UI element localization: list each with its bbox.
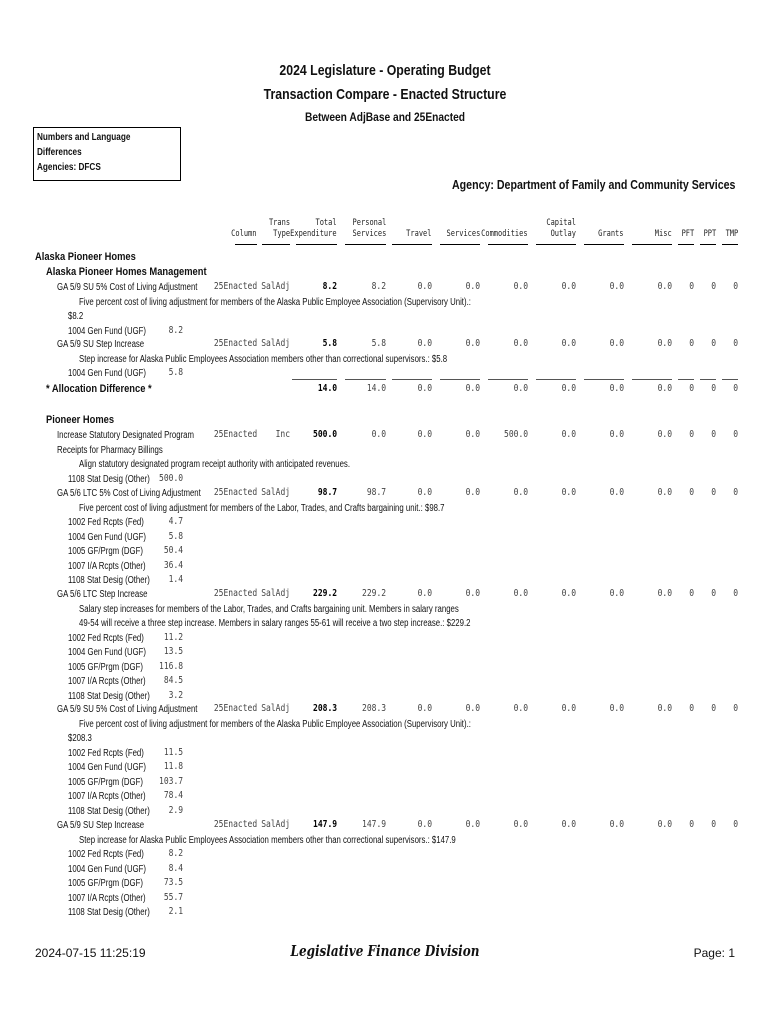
fund-amount: 8.2 [168, 848, 183, 859]
value-cell: 14.0 [366, 383, 386, 394]
fund-source: 1108 Stat Desig (Other) [68, 473, 150, 485]
fund-source: 1002 Fed Rcpts (Fed) [68, 747, 144, 759]
value-cell: 0 [711, 383, 716, 394]
transaction-name: GA 5/9 SU 5% Cost of Living Adjustment [57, 282, 198, 293]
value-cell: 0.0 [609, 703, 624, 714]
fund-source: 1004 Gen Fund (UGF) [68, 762, 147, 773]
transaction-description: Step increase for Alaska Public Employees Association members other than correctional supervisors.: $147.9 [79, 834, 456, 846]
value-cell: 0.0 [561, 338, 576, 349]
value-cell: 229.2 [312, 588, 337, 599]
value-cell: 0.0 [561, 703, 576, 714]
value-cell: 14.0 [317, 383, 337, 394]
fund-amount: 2.9 [168, 804, 183, 816]
transaction-type: SalAdj [261, 338, 290, 349]
header-underline [536, 244, 576, 245]
subsection-title: Pioneer Homes [46, 414, 115, 426]
value-cell: 0 [733, 487, 738, 498]
value-cell: 0.0 [417, 588, 432, 599]
value-cell: 0 [711, 281, 716, 292]
fund-amount: 5.8 [168, 367, 183, 378]
header-underline [678, 244, 694, 245]
fund-source: 1007 I/A Rcpts (Other) [68, 560, 146, 572]
column-header-misc: Misc [655, 229, 672, 239]
value-cell: 147.9 [361, 819, 386, 830]
agency-name: Agency: Department of Family and Community Services [451, 178, 735, 192]
value-cell: 0.0 [561, 588, 576, 599]
fund-amount: 4.7 [168, 516, 183, 527]
column-header-commodities: Commodities [481, 229, 528, 239]
value-cell: 0.0 [609, 281, 624, 292]
column-header-column: Column [231, 229, 257, 239]
value-cell: 0.0 [513, 588, 528, 599]
column-header-tmp: TMP [725, 229, 738, 239]
value-cell: 0 [689, 429, 694, 440]
column-header-ppt: PPT [703, 229, 716, 239]
fund-source: 1004 Gen Fund (UGF) [68, 531, 147, 543]
value-cell: 0 [733, 338, 738, 349]
fund-amount: 8.2 [168, 324, 183, 336]
value-cell: 0.0 [657, 703, 672, 714]
transaction-name: GA 5/9 SU Step Increase [57, 820, 145, 831]
value-cell: 0.0 [417, 429, 432, 440]
column-header-grants: Grants [598, 229, 624, 239]
fund-source: 1004 Gen Fund (UGF) [68, 863, 147, 875]
filter-line: Agencies: DFCS [37, 162, 101, 173]
transaction-column: 25Enacted [213, 487, 257, 498]
value-cell: 0.0 [609, 383, 624, 394]
fund-amount: 11.8 [163, 761, 183, 772]
total-separator [440, 379, 480, 380]
fund-source: 1004 Gen Fund (UGF) [68, 325, 147, 337]
value-cell: 0 [689, 588, 694, 599]
fund-source: 1108 Stat Desig (Other) [68, 907, 150, 918]
total-separator [722, 379, 738, 380]
fund-amount: 73.5 [163, 877, 183, 888]
value-cell: 0.0 [465, 338, 480, 349]
transaction-name: GA 5/9 SU 5% Cost of Living Adjustment [57, 704, 198, 715]
total-separator [292, 379, 337, 380]
value-cell: 0 [689, 703, 694, 714]
value-cell: 0 [711, 588, 716, 599]
fund-amount: 13.5 [163, 646, 183, 657]
print-timestamp: 2024-07-15 11:25:19 [35, 946, 146, 960]
division-signature: Legislative Finance Division [290, 942, 480, 960]
fund-amount: 5.8 [168, 530, 183, 542]
value-cell: 0.0 [657, 819, 672, 830]
fund-amount: 36.4 [163, 559, 183, 571]
transaction-type: SalAdj [261, 819, 290, 830]
fund-amount: 116.8 [158, 660, 183, 672]
fund-amount: 2.1 [168, 906, 183, 917]
transaction-name: GA 5/9 SU Step Increase [57, 339, 145, 350]
value-cell: 0.0 [609, 487, 624, 498]
total-separator [584, 379, 624, 380]
total-separator [678, 379, 694, 380]
value-cell: 0 [733, 588, 738, 599]
value-cell: 0.0 [465, 819, 480, 830]
fund-source: 1005 GF/Prgm (DGF) [68, 776, 143, 788]
value-cell: 229.2 [361, 588, 386, 599]
value-cell: 0.0 [657, 383, 672, 394]
value-cell: 208.3 [361, 703, 386, 714]
header-underline [700, 244, 716, 245]
value-cell: 0.0 [657, 487, 672, 498]
value-cell: 0 [733, 703, 738, 714]
page-number: Page: 1 [693, 946, 735, 960]
value-cell: 0.0 [561, 383, 576, 394]
transaction-description: $8.2 [68, 311, 84, 322]
value-cell: 0.0 [609, 429, 624, 440]
header-underline [488, 244, 528, 245]
value-cell: 0.0 [513, 487, 528, 498]
header-underline [262, 244, 290, 245]
value-cell: 5.8 [371, 338, 386, 349]
transaction-name: GA 5/6 LTC Step Increase [57, 589, 148, 600]
column-header-personal: Personal Services [352, 218, 386, 239]
subsection-title: Alaska Pioneer Homes Management [46, 266, 207, 278]
value-cell: 0.0 [657, 281, 672, 292]
value-cell: 0.0 [561, 281, 576, 292]
header-underline [392, 244, 432, 245]
value-cell: 0.0 [371, 429, 386, 440]
value-cell: 0.0 [465, 383, 480, 394]
transaction-type: SalAdj [261, 703, 290, 714]
transaction-description: Salary step increases for members of the Labor, Trades, and Crafts bargaining unit. Members in salary ranges [79, 603, 459, 615]
value-cell: 0.0 [465, 429, 480, 440]
value-cell: 98.7 [366, 487, 386, 498]
transaction-column: 25Enacted [213, 588, 257, 599]
value-cell: 0.0 [657, 429, 672, 440]
value-cell: 0.0 [465, 588, 480, 599]
transaction-column: 25Enacted [213, 703, 257, 714]
value-cell: 0 [733, 383, 738, 394]
fund-amount: 103.7 [158, 775, 183, 787]
value-cell: 0.0 [513, 703, 528, 714]
fund-amount: 55.7 [163, 891, 183, 903]
fund-source: 1004 Gen Fund (UGF) [68, 647, 147, 658]
transaction-description: $208.3 [68, 733, 92, 744]
fund-source: 1007 I/A Rcpts (Other) [68, 892, 146, 904]
value-cell: 0.0 [417, 703, 432, 714]
filter-box [33, 127, 181, 181]
fund-source: 1005 GF/Prgm (DGF) [68, 661, 143, 673]
value-cell: 0 [733, 819, 738, 830]
value-cell: 0.0 [513, 338, 528, 349]
transaction-type: SalAdj [261, 588, 290, 599]
fund-source: 1108 Stat Desig (Other) [68, 690, 150, 702]
report-title: 2024 Legislature - Operating Budget [279, 62, 491, 79]
transaction-column: 25Enacted [213, 338, 257, 349]
filter-line: Numbers and Language [37, 132, 131, 143]
value-cell: 8.2 [371, 281, 386, 292]
total-separator [632, 379, 672, 380]
transaction-description: Five percent cost of living adjustment for members of the Alaska Public Employee Association (Supervisory Unit).: [79, 296, 471, 308]
column-header-services: Services [446, 229, 480, 239]
transaction-description: Step increase for Alaska Public Employees Association members other than correctional supervisors.: $5.8 [79, 353, 448, 365]
fund-source: 1108 Stat Desig (Other) [68, 805, 150, 817]
value-cell: 0 [711, 429, 716, 440]
column-header-travel: Travel [406, 229, 432, 239]
fund-source: 1007 I/A Rcpts (Other) [68, 791, 146, 802]
fund-amount: 84.5 [163, 675, 183, 686]
value-cell: 0.0 [417, 819, 432, 830]
transaction-description: Align statutory designated program receipt authority with anticipated revenues. [79, 459, 350, 470]
section-title: Alaska Pioneer Homes [35, 251, 136, 263]
value-cell: 0.0 [417, 281, 432, 292]
value-cell: 0 [711, 703, 716, 714]
transaction-type: Inc [275, 429, 290, 440]
value-cell: 0.0 [609, 338, 624, 349]
value-cell: 0 [689, 281, 694, 292]
transaction-description: Five percent cost of living adjustment for members of the Labor, Trades, and Crafts bargaining unit.: $98.7 [79, 502, 445, 514]
transaction-name-cont: Receipts for Pharmacy Billings [57, 444, 163, 456]
total-separator [488, 379, 528, 380]
value-cell: 0.0 [513, 383, 528, 394]
fund-source: 1002 Fed Rcpts (Fed) [68, 517, 144, 528]
value-cell: 0.0 [561, 487, 576, 498]
fund-amount: 78.4 [163, 790, 183, 801]
value-cell: 0 [689, 487, 694, 498]
transaction-description: Five percent cost of living adjustment for members of the Alaska Public Employee Association (Supervisory Unit).: [79, 718, 471, 730]
value-cell: 0 [689, 819, 694, 830]
transaction-type: SalAdj [261, 487, 290, 498]
header-underline [440, 244, 480, 245]
column-header-pft: PFT [681, 229, 694, 239]
value-cell: 0.0 [417, 338, 432, 349]
fund-source: 1005 GF/Prgm (DGF) [68, 878, 143, 889]
value-cell: 0.0 [513, 819, 528, 830]
value-cell: 500.0 [312, 429, 337, 440]
transaction-column: 25Enacted [213, 429, 257, 440]
value-cell: 0.0 [465, 487, 480, 498]
value-cell: 5.8 [322, 338, 337, 349]
value-cell: 0 [689, 338, 694, 349]
value-cell: 0 [733, 281, 738, 292]
fund-amount: 11.5 [163, 746, 183, 758]
value-cell: 0.0 [417, 383, 432, 394]
value-cell: 0.0 [609, 819, 624, 830]
column-header-trans-type: Trans Type [268, 218, 290, 239]
filter-line: Differences [37, 147, 82, 158]
value-cell: 0.0 [657, 588, 672, 599]
report-subtitle: Transaction Compare - Enacted Structure [263, 86, 507, 103]
total-separator [536, 379, 576, 380]
value-cell: 0.0 [561, 429, 576, 440]
total-separator [700, 379, 716, 380]
value-cell: 0 [711, 338, 716, 349]
value-cell: 0.0 [465, 281, 480, 292]
header-underline [722, 244, 738, 245]
fund-source: 1002 Fed Rcpts (Fed) [68, 849, 144, 860]
transaction-name: GA 5/6 LTC 5% Cost of Living Adjustment [57, 488, 201, 499]
value-cell: 0 [711, 819, 716, 830]
header-underline [584, 244, 624, 245]
value-cell: 0 [689, 383, 694, 394]
header-underline [632, 244, 672, 245]
transaction-type: SalAdj [261, 281, 290, 292]
fund-source: 1108 Stat Desig (Other) [68, 575, 150, 586]
fund-amount: 500.0 [158, 472, 183, 484]
fund-source: 1002 Fed Rcpts (Fed) [68, 632, 144, 644]
value-cell: 0.0 [417, 487, 432, 498]
transaction-description: 49-54 will receive a three step increase. Members in salary ranges 55-61 will receive a two step increase.: $229.2 [79, 618, 471, 629]
fund-amount: 8.4 [168, 862, 183, 874]
fund-amount: 3.2 [168, 689, 183, 701]
value-cell: 0.0 [561, 819, 576, 830]
header-underline [235, 244, 257, 245]
transaction-name: Increase Statutory Designated Program [57, 430, 195, 441]
value-cell: 0 [733, 429, 738, 440]
header-underline [345, 244, 386, 245]
fund-amount: 11.2 [163, 631, 183, 643]
header-underline [296, 244, 337, 245]
total-separator [392, 379, 432, 380]
value-cell: 98.7 [317, 487, 337, 498]
column-header-total: Total Expenditure [290, 218, 337, 239]
value-cell: 208.3 [312, 703, 337, 714]
value-cell: 0.0 [657, 338, 672, 349]
value-cell: 8.2 [322, 281, 337, 292]
value-cell: 0 [711, 487, 716, 498]
value-cell: 147.9 [312, 819, 337, 830]
value-cell: 500.0 [503, 429, 528, 440]
report-comparison: Between AdjBase and 25Enacted [304, 110, 466, 124]
fund-source: 1007 I/A Rcpts (Other) [68, 676, 146, 687]
fund-amount: 50.4 [163, 545, 183, 556]
value-cell: 0.0 [465, 703, 480, 714]
value-cell: 0.0 [609, 588, 624, 599]
fund-amount: 1.4 [168, 574, 183, 585]
column-header-capital: Capital Outlay [546, 218, 576, 239]
transaction-column: 25Enacted [213, 281, 257, 292]
total-separator [345, 379, 386, 380]
fund-source: 1004 Gen Fund (UGF) [68, 368, 147, 379]
fund-source: 1005 GF/Prgm (DGF) [68, 546, 143, 557]
value-cell: 0.0 [513, 281, 528, 292]
transaction-column: 25Enacted [213, 819, 257, 830]
allocation-difference-label: * Allocation Difference * [46, 383, 152, 395]
